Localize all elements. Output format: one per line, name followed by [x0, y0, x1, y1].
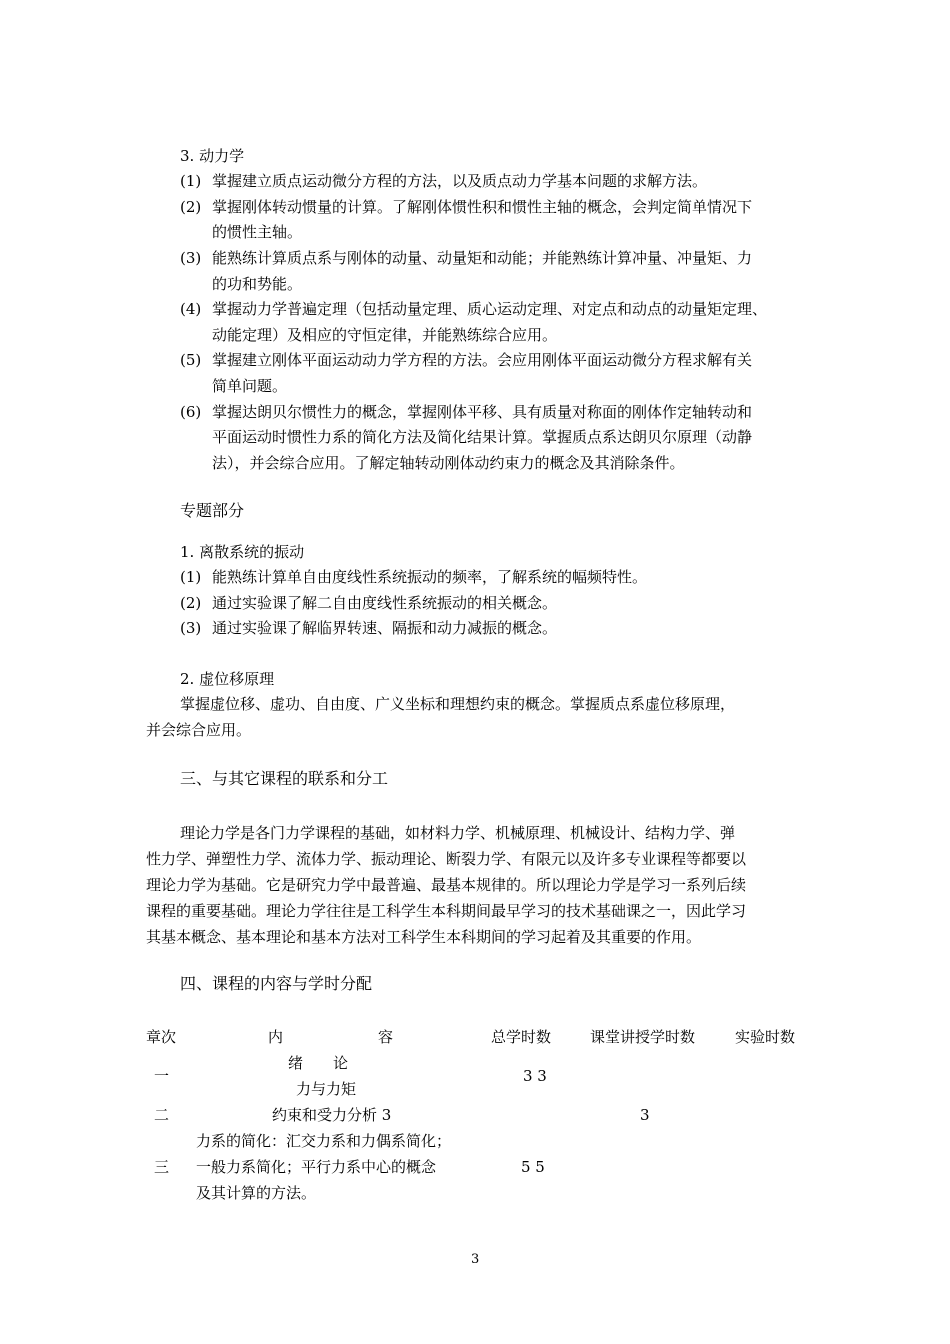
dyn-item-5-line-1: 掌握建立刚体平面运动动力学方程的方法。会应用刚体平面运动微分方程求解有关 [212, 351, 753, 369]
section3-line-2: 性力学、弹塑性力学、流体力学、振动理论、断裂力学、有限元以及许多专业课程等都要以 [146, 850, 747, 868]
dyn-item-6-num: (6) [180, 403, 202, 421]
dynamics-heading: 3. 动力学 [180, 147, 245, 165]
virtual-heading: 2. 虚位移原理 [180, 670, 275, 688]
row1-total: 3 3 [523, 1067, 547, 1085]
dyn-item-6-line-3: 法），并会综合应用。了解定轴转动刚体动约束力的概念及其消除条件。 [212, 454, 685, 472]
row3-content-2: 一般力系简化；平行力系中心的概念 [196, 1158, 437, 1176]
row3-chapter: 三 [154, 1158, 170, 1176]
page-number: 3 [471, 1252, 480, 1267]
row1-content-1: 绪 论 [288, 1054, 349, 1072]
dyn-item-5-line-2: 简单问题。 [212, 377, 288, 395]
section3-line-5: 其基本概念、基本理论和基本方法对工科学生本科期间的学习起着及其重要的作用。 [146, 928, 702, 946]
vib-item-3-num: (3) [180, 619, 202, 637]
row2-lecture: 3 [640, 1106, 650, 1124]
virtual-line-1: 掌握虚位移、虚功、自由度、广义坐标和理想约束的概念。掌握质点系虚位移原理， [180, 695, 736, 713]
dyn-item-6-line-1: 掌握达朗贝尔惯性力的概念，掌握刚体平移、具有质量对称面的刚体作定轴转动和 [212, 403, 753, 421]
row1-chapter: 一 [154, 1067, 170, 1085]
th-chapter: 章次 [146, 1028, 177, 1046]
row3-content-1: 力系的简化：汇交力系和力偶系简化； [196, 1132, 452, 1150]
th-total: 总学时数 [491, 1028, 552, 1046]
dyn-item-1-line-1: 掌握建立质点运动微分方程的方法，以及质点动力学基本问题的求解方法。 [212, 172, 708, 190]
dyn-item-2-line-2: 的惯性主轴。 [212, 223, 303, 241]
row1-content-2: 力与力矩 [296, 1080, 357, 1098]
dyn-item-3-line-1: 能熟练计算质点系与刚体的动量、动量矩和动能；并能熟练计算冲量、冲量矩、力 [212, 249, 753, 267]
dyn-item-4-num: (4) [180, 300, 202, 318]
dyn-item-3-line-2: 的功和势能。 [212, 275, 303, 293]
dyn-item-4-line-1: 掌握动力学普遍定理（包括动量定理、质心运动定理、对定点和动点的动量矩定理、 [212, 300, 768, 318]
dyn-item-5-num: (5) [180, 351, 202, 369]
section3-line-3: 理论力学为基础。它是研究力学中最普遍、最基本规律的。所以理论力学是学习一系列后续 [146, 876, 747, 894]
vib-item-1-text: 能熟练计算单自由度线性系统振动的频率，了解系统的幅频特性。 [212, 568, 648, 586]
dyn-item-2-num: (2) [180, 198, 202, 216]
dyn-item-2-line-1: 掌握刚体转动惯量的计算。了解刚体惯性积和惯性主轴的概念，会判定简单情况下 [212, 198, 753, 216]
th-content-a: 内 [268, 1028, 284, 1046]
vib-item-1-num: (1) [180, 568, 202, 586]
section3-line-1: 理论力学是各门力学课程的基础，如材料力学、机械原理、机械设计、结构力学、弹 [180, 824, 736, 842]
th-lecture: 课堂讲授学时数 [590, 1028, 696, 1046]
vib-item-2-text: 通过实验课了解二自由度线性系统振动的相关概念。 [212, 594, 558, 612]
section4-heading: 四、课程的内容与学时分配 [180, 974, 373, 993]
row2-chapter: 二 [154, 1106, 170, 1124]
th-lab: 实验时数 [735, 1028, 796, 1046]
dyn-item-3-num: (3) [180, 249, 202, 267]
row3-total: 5 5 [521, 1158, 545, 1176]
section3-line-4: 课程的重要基础。理论力学往往是工科学生本科期间最早学习的技术基础课之一，因此学习 [146, 902, 747, 920]
vib-item-2-num: (2) [180, 594, 202, 612]
special-heading: 专题部分 [180, 501, 245, 520]
row3-content-3: 及其计算的方法。 [196, 1184, 317, 1202]
dyn-item-4-line-2: 动能定理）及相应的守恒定律，并能熟练综合应用。 [212, 326, 558, 344]
dyn-item-1-num: (1) [180, 172, 202, 190]
dyn-item-6-line-2: 平面运动时惯性力系的简化方法及简化结果计算。掌握质点系达朗贝尔原理（动静 [212, 428, 753, 446]
th-content-b: 容 [378, 1028, 394, 1046]
row2-content-1: 约束和受力分析 3 [272, 1106, 392, 1124]
vibration-heading: 1. 离散系统的振动 [180, 543, 305, 561]
vib-item-3-text: 通过实验课了解临界转速、隔振和动力减振的概念。 [212, 619, 558, 637]
section3-heading: 三、与其它课程的联系和分工 [180, 769, 389, 788]
virtual-line-2: 并会综合应用。 [146, 721, 252, 739]
